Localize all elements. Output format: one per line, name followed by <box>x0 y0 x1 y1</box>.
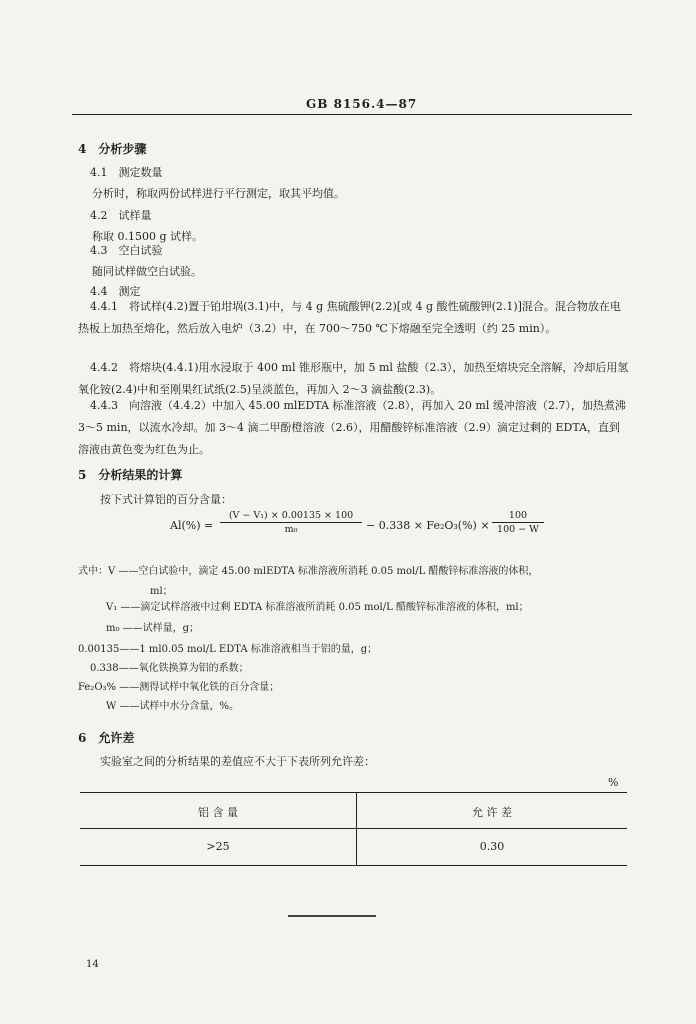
table-header-cell: 允 许 差 <box>472 806 512 819</box>
section-4-2-text: 称取 0.1500 g 试样。 <box>92 230 204 243</box>
formula-intro: 按下式计算铝的百分含量： <box>100 493 232 506</box>
definition-line: 0.00135——1 ml0.05 mol/L EDTA 标准溶液相当于铝的量，g； <box>78 644 378 655</box>
section-4-1-text: 分析时，称取两份试样进行平行测定，取其平均值。 <box>92 187 345 200</box>
table-cell: >25 <box>206 840 230 853</box>
table-column-divider <box>356 793 357 866</box>
page-number: 14 <box>86 959 99 970</box>
definition-line: V₁ ——滴定试样溶液中过剩 EDTA 标准溶液所消耗 0.05 mol/L 醋酸锌标准溶液的体积，ml； <box>106 602 529 613</box>
paragraph-4-4-1: 4.4.1 将试样(4.2)置于铂坩埚(3.1)中，与 4 g 焦硫酸钾(2.2)[或 4 g 酸性硫酸钾(2.1)]混合。混合物放在电热板上加热至熔化，然后放入电炉（3.2）中，在 700～750 ℃下熔融至完全透明（约 25 min）。 <box>78 300 621 335</box>
section-5-title: 5 分析结果的计算 <box>78 468 183 482</box>
formula-fraction-moisture <box>492 510 544 535</box>
formula-fraction-moisture-denominator: 100 − W <box>497 524 539 535</box>
header-rule <box>72 114 632 115</box>
formula-lhs: Al(%) = <box>170 519 214 532</box>
table-unit: % <box>608 776 619 789</box>
formula-fraction-main-denominator: m₀ <box>284 524 298 535</box>
section-4-3-title: 4.3 空白试验 <box>90 244 163 257</box>
standard-number: GB 8156.4—87 <box>306 97 418 111</box>
section-4-2-title: 4.2 试样量 <box>90 209 152 222</box>
definition-line: 0.338——氧化铁换算为铝的系数； <box>90 663 249 674</box>
section-4-title: 4 分析步骤 <box>78 142 147 156</box>
section-4-1-title: 4.1 测定数量 <box>90 166 163 179</box>
table-cell: 0.30 <box>479 840 505 853</box>
formula-fraction-moisture-numerator: 100 <box>508 510 528 521</box>
paragraph-4-4-2: 4.4.2 将熔块(4.4.1)用水浸取于 400 ml 锥形瓶中，加 5 ml 盐酸（2.3），加热至熔块完全溶解，冷却后用氢氧化铵(2.4)中和至刚果红试纸(2.5)呈淡蓝色，再加入 2～3 滴盐酸(2.3)。 <box>78 361 629 396</box>
definition-line: W ——试样中水分含量，%。 <box>106 701 239 712</box>
formula-fraction-main-numerator: (V − V₁) × 0.00135 × 100 <box>228 510 354 521</box>
definition-line: ml； <box>150 586 173 597</box>
section-6-title: 6 允许差 <box>78 731 135 745</box>
end-rule <box>288 915 376 917</box>
paragraph-4-4-3: 4.4.3 向溶液（4.4.2）中加入 45.00 mlEDTA 标准溶液（2.8），再加入 20 ml 缓冲溶液（2.7），加热煮沸 3～5 min，以流水冷却。加 3～4 滴二甲酚橙溶液（2.6），用醋酸锌标准溶液（2.9）滴定过剩的 EDTA，直到溶液由黄色变为红色为止。 <box>78 399 626 456</box>
fraction-bar <box>220 522 362 523</box>
fraction-bar <box>492 522 544 523</box>
table-header-cell: 铝 含 量 <box>198 806 238 819</box>
formula-middle: − 0.338 × Fe₂O₃(%) × <box>366 519 490 532</box>
table-top-rule <box>80 792 627 793</box>
definition-line: m₀ ——试样量，g； <box>106 623 200 634</box>
section-4-4-title: 4.4 测定 <box>90 285 141 298</box>
section-4-3-text: 随同试样做空白试验。 <box>92 265 202 278</box>
definition-line: 式中：V ——空白试验中，滴定 45.00 mlEDTA 标准溶液所消耗 0.05 mol/L 醋酸锌标准溶液的体积， <box>78 566 539 577</box>
table-bottom-rule <box>80 865 627 866</box>
table-header-rule <box>80 828 627 829</box>
definition-line: Fe₂O₃% ——测得试样中氧化铁的百分含量； <box>78 682 280 693</box>
tolerance-intro: 实验室之间的分析结果的差值应不大于下表所列允许差： <box>100 755 375 768</box>
formula-fraction-main <box>220 510 362 535</box>
